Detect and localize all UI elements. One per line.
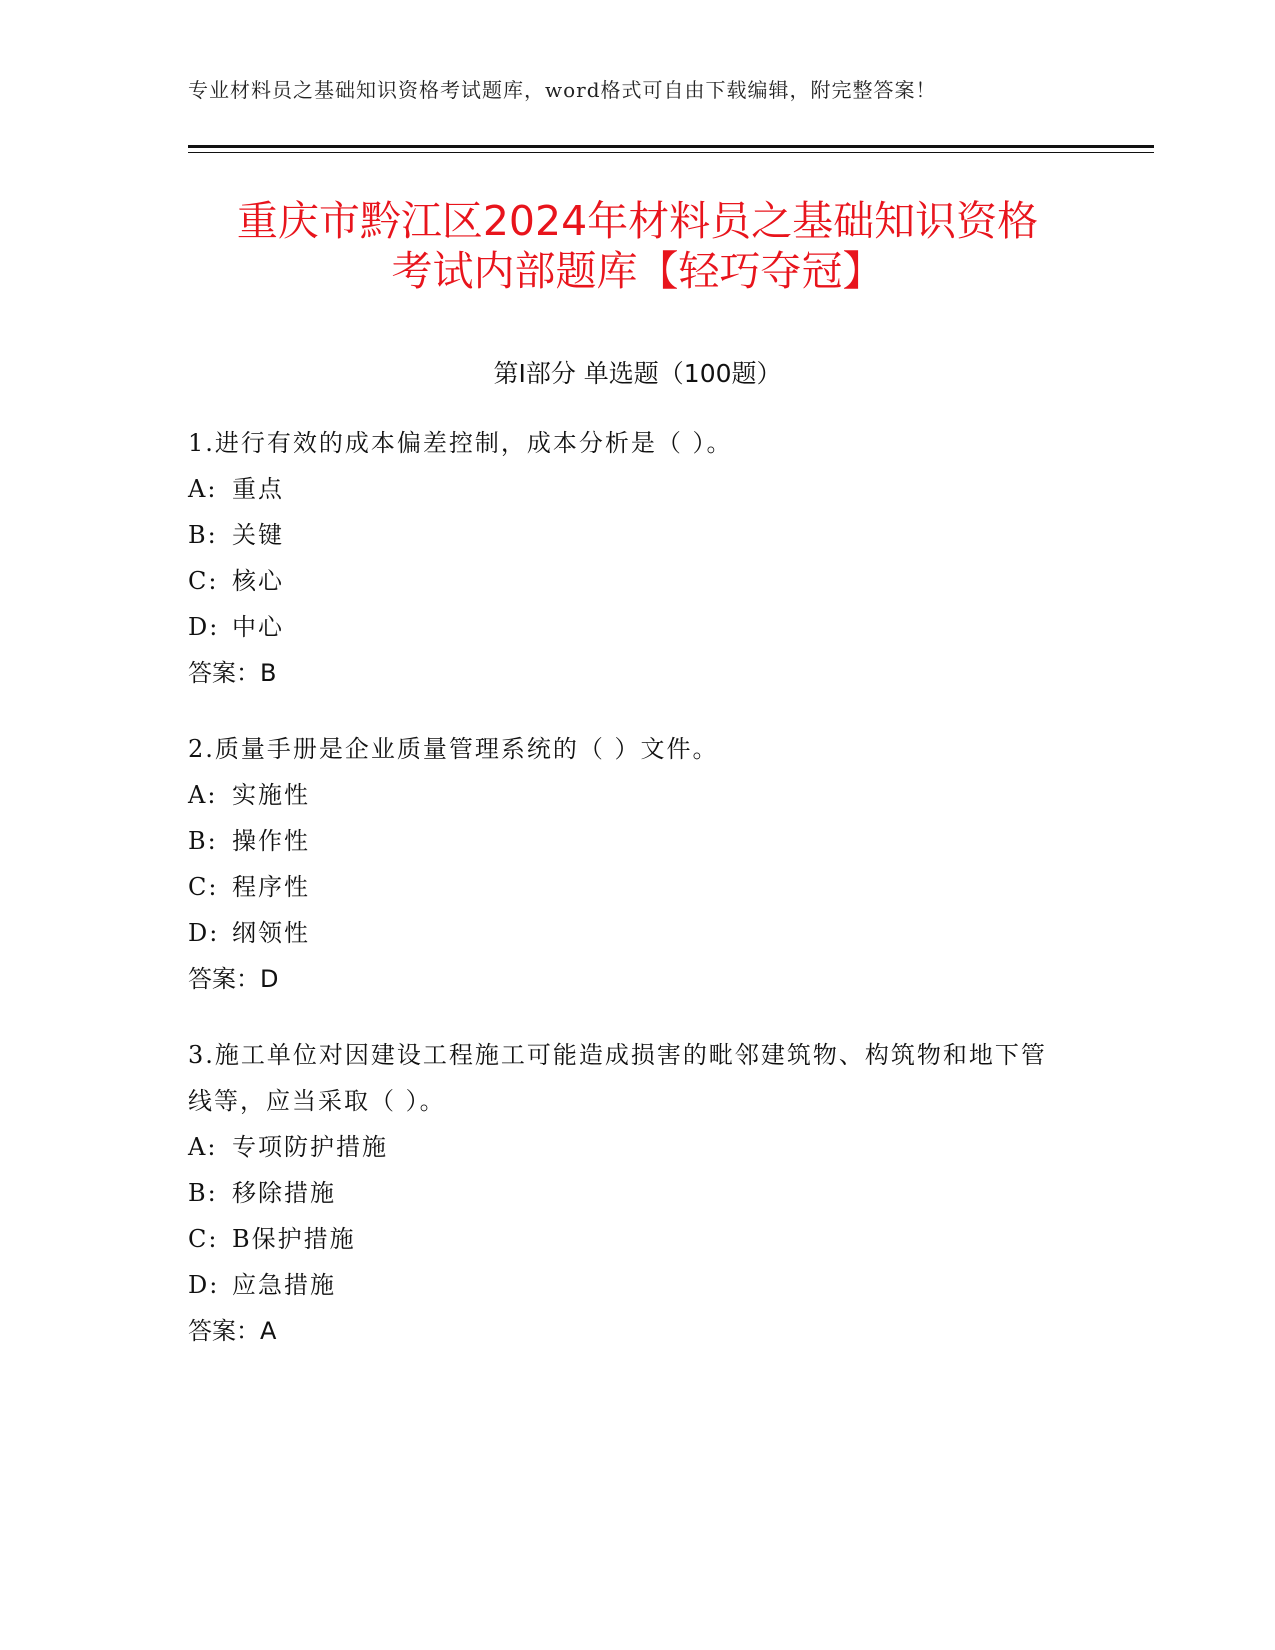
option-label: A: bbox=[188, 781, 218, 809]
option-label: B: bbox=[188, 1179, 218, 1207]
option-d bbox=[188, 910, 1088, 956]
title-line-2: 考试内部题库【轻巧夺冠】 bbox=[391, 247, 884, 295]
question-stem: 1.进行有效的成本偏差控制，成本分析是（ ）。 bbox=[188, 429, 733, 457]
option-text: 专项防护措施 bbox=[232, 1133, 388, 1161]
option-a bbox=[188, 466, 1088, 512]
question-1 bbox=[188, 420, 1088, 696]
option-label: C: bbox=[188, 1225, 219, 1253]
document-title bbox=[170, 196, 1105, 296]
header-rule-thin bbox=[188, 152, 1154, 153]
answer-line: 答案：A bbox=[188, 1317, 277, 1345]
option-c bbox=[188, 1216, 1058, 1262]
question-stem: 3.施工单位对因建设工程施工可能造成损害的毗邻建筑物、构筑物和地下管线等，应当采取（ ）。 bbox=[188, 1041, 1047, 1115]
option-label: C: bbox=[188, 873, 219, 901]
option-label: B: bbox=[188, 827, 218, 855]
option-text: 应急措施 bbox=[232, 1271, 336, 1299]
question-3 bbox=[188, 1032, 1058, 1354]
option-b bbox=[188, 818, 1088, 864]
option-c bbox=[188, 864, 1088, 910]
question-stem: 2.质量手册是企业质量管理系统的（ ）文件。 bbox=[188, 735, 719, 763]
option-label: A: bbox=[188, 1133, 218, 1161]
option-a bbox=[188, 1124, 1058, 1170]
option-label: D: bbox=[188, 1271, 220, 1299]
option-c bbox=[188, 558, 1088, 604]
option-label: D: bbox=[188, 613, 220, 641]
option-label: B: bbox=[188, 521, 218, 549]
question-2 bbox=[188, 726, 1088, 1002]
option-b bbox=[188, 512, 1088, 558]
option-text: 移除措施 bbox=[232, 1179, 336, 1207]
answer-line: 答案：D bbox=[188, 965, 279, 993]
header-rule-thick bbox=[188, 145, 1154, 148]
option-label: C: bbox=[188, 567, 219, 595]
option-text: 实施性 bbox=[232, 781, 310, 809]
title-line-1: 重庆市黔江区2024年材料员之基础知识资格 bbox=[236, 197, 1039, 245]
option-text: 核心 bbox=[232, 567, 284, 595]
option-text: B保护措施 bbox=[232, 1225, 356, 1253]
option-text: 中心 bbox=[232, 613, 284, 641]
option-d bbox=[188, 604, 1088, 650]
header-note: 专业材料员之基础知识资格考试题库，word格式可自由下载编辑，附完整答案！ bbox=[188, 78, 937, 102]
option-a bbox=[188, 772, 1088, 818]
option-text: 重点 bbox=[232, 475, 284, 503]
option-text: 关键 bbox=[232, 521, 284, 549]
option-label: D: bbox=[188, 919, 220, 947]
option-text: 操作性 bbox=[232, 827, 310, 855]
option-b bbox=[188, 1170, 1058, 1216]
option-d bbox=[188, 1262, 1058, 1308]
option-text: 程序性 bbox=[232, 873, 310, 901]
option-label: A: bbox=[188, 475, 218, 503]
section-heading: 第Ⅰ部分 单选题（100题） bbox=[493, 359, 782, 388]
option-text: 纲领性 bbox=[232, 919, 310, 947]
answer-line: 答案：B bbox=[188, 659, 277, 687]
